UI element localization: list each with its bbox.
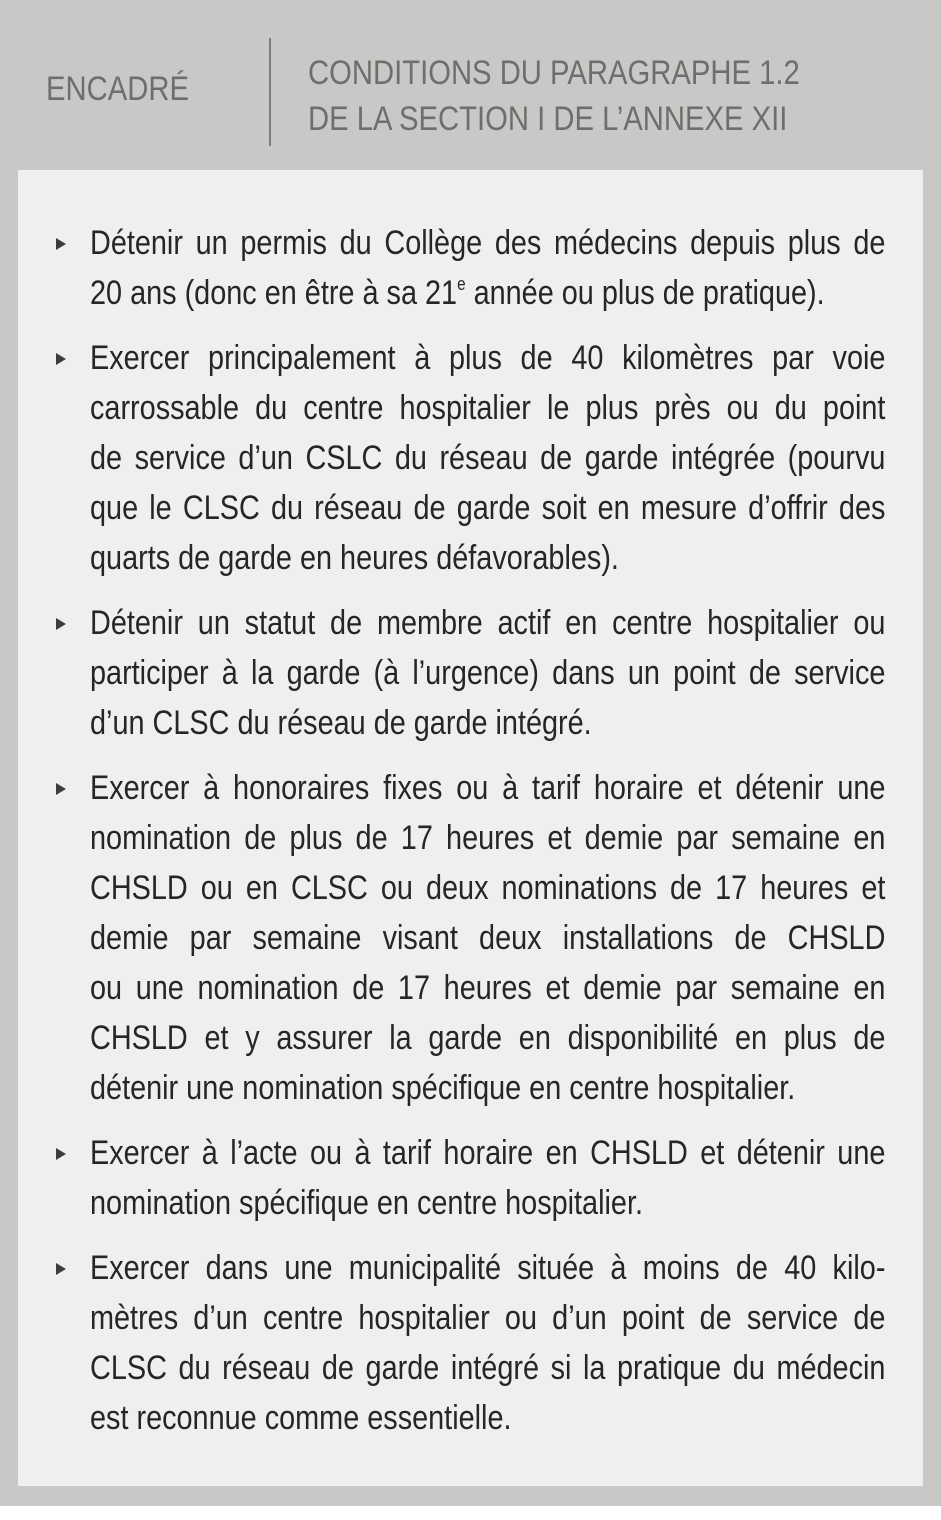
list-item-line: Détenir un statut de membre actif en centre hospitalier ou [90,604,886,642]
box-label: ENCADRÉ [46,70,189,108]
list-item-line: nomination spécifique en centre hospitalier. [90,1184,643,1222]
list-item-line [90,268,885,318]
list-item-text [90,598,885,748]
box-title-line-2: DE LA SECTION I DE L’ANNEXE XII [308,100,788,138]
triangle-bullet-icon [56,1148,66,1160]
list-item-line: que le CLSC du réseau de garde soit en mesure d’offrir des [90,489,886,527]
list-item-text [90,218,885,318]
list-item-line: nomination de plus de 17 heures et demie par semaine en [90,819,886,857]
triangle-bullet-icon [56,618,66,630]
list-item-line: mètres d’un centre hospitalier ou d’un point de service de [90,1299,886,1337]
box-title [308,50,800,142]
list-item-line: demie par semaine visant deux installations de CHSLD [90,919,886,957]
list-item-line: Exercer dans une municipalité située à moins de 40 kilo- [90,1249,886,1287]
list-item-line: est reconnue comme essentielle. [90,1399,512,1437]
list-item-line: d’un CLSC du réseau de garde intégré. [90,704,592,742]
box-title-line-1: CONDITIONS DU PARAGRAPHE 1.2 [308,54,800,92]
triangle-bullet-icon [56,1263,66,1275]
list-item-line: Exercer à honoraires fixes ou à tarif horaire et détenir une [90,769,886,807]
header-divider [269,38,271,146]
list-item-line: détenir une nomination spécifique en centre hospitalier. [90,1069,796,1107]
superscript: e [457,274,466,294]
list-item-line: Exercer principalement à plus de 40 kilomètres par voie [90,339,886,377]
conditions-panel [18,170,923,1486]
list-item-text [90,1128,885,1228]
list-item-line: CLSC du réseau de garde intégré si la pratique du médecin [90,1349,886,1387]
list-item-line-part: année ou plus de pratique). [465,274,825,312]
list-item-line: CHSLD ou en CLSC ou deux nominations de 17 heures et [90,869,886,907]
list-item-line: Détenir un permis du Collège des médecins depuis plus de [90,224,886,262]
list-item-text [90,763,885,1113]
list-item-text [90,333,885,583]
list-item-line: ou une nomination de 17 heures et demie par semaine en [90,969,886,1007]
list-item-line: quarts de garde en heures défavorables). [90,539,619,577]
list-item-text [90,1243,885,1443]
triangle-bullet-icon [56,353,66,365]
list-item-line: carrossable du centre hospitalier le plus près ou du point [90,389,886,427]
box-header [0,0,941,170]
triangle-bullet-icon [56,238,66,250]
list-item-line: Exercer à l’acte ou à tarif horaire en CHSLD et détenir une [90,1134,886,1172]
triangle-bullet-icon [56,783,66,795]
list-item-line: CHSLD et y assurer la garde en disponibilité en plus de [90,1019,886,1057]
list-item-line: participer à la garde (à l’urgence) dans un point de service [90,654,886,692]
list-item-line-part: 20 ans (donc en être à sa 21 [90,274,458,312]
list-item-line: de service d’un CSLC du réseau de garde intégrée (pourvu [90,439,886,477]
